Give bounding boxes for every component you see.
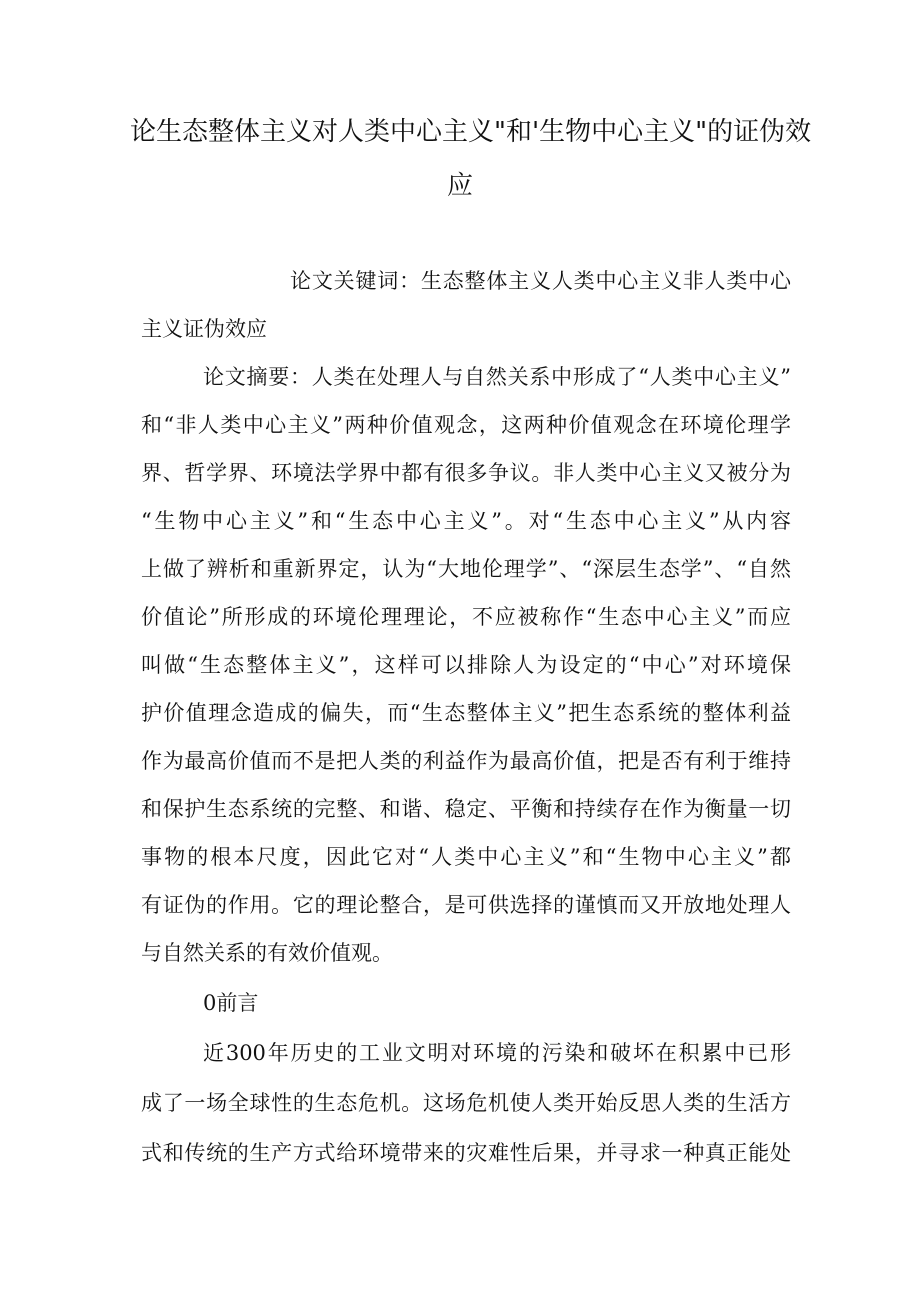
abstract-line-6: 价值论”所形成的环境伦理理论，不应被称作“生态中心主义”而应 (141, 605, 791, 629)
document-title-line-1: 论生态整体主义对人类中心主义"和'生物中心主义"的证伪效 (130, 117, 812, 147)
abstract-line-7: 叫做“生态整体主义”，这样可以排除人为设定的“中心”对环境保 (141, 653, 791, 677)
abstract-line-8: 护价值理念造成的偏失，而“生态整体主义”把生态系统的整体利益 (141, 701, 791, 725)
abstract-line-5: 上做了辨析和重新界定，认为“大地伦理学”、“深层生态学”、“自然 (141, 557, 791, 581)
abstract-line-2: 和“非人类中心主义”两种价值观念，这两种价值观念在环境伦理学 (141, 413, 791, 437)
abstract-line-13: 与自然关系的有效价值观。 (141, 941, 393, 965)
abstract-line-9: 作为最高价值而不是把人类的利益作为最高价值，把是否有利于维持 (141, 749, 791, 773)
abstract-line-11: 事物的根本尺度，因此它对“人类中心主义”和“生物中心主义”都 (141, 845, 791, 869)
keywords-line-1: 论文关键词：生态整体主义人类中心主义非人类中心 (290, 269, 791, 293)
document-title-line-2: 应 (446, 171, 473, 201)
section-heading: 0前言 (203, 991, 259, 1015)
body-line-1: 近300年历史的工业文明对环境的污染和破坏在积累中已形 (203, 1041, 791, 1065)
abstract-line-10: 和保护生态系统的完整、和谐、稳定、平衡和持续存在作为衡量一切 (141, 797, 791, 821)
body-line-2: 成了一场全球性的生态危机。这场危机使人类开始反思人类的生活方 (141, 1091, 791, 1115)
abstract-line-4: “生物中心主义”和“生态中心主义”。对“生态中心主义”从内容 (141, 509, 791, 533)
body-line-3: 式和传统的生产方式给环境带来的灾难性后果，并寻求一种真正能处 (141, 1141, 791, 1165)
abstract-line-1: 论文摘要：人类在处理人与自然关系中形成了“人类中心主义” (203, 365, 791, 389)
abstract-line-3: 界、哲学界、环境法学界中都有很多争议。非人类中心主义又被分为 (141, 461, 791, 485)
keywords-line-2: 主义证伪效应 (141, 317, 267, 341)
abstract-line-12: 有证伪的作用。它的理论整合，是可供选择的谨慎而又开放地处理人 (141, 893, 791, 917)
